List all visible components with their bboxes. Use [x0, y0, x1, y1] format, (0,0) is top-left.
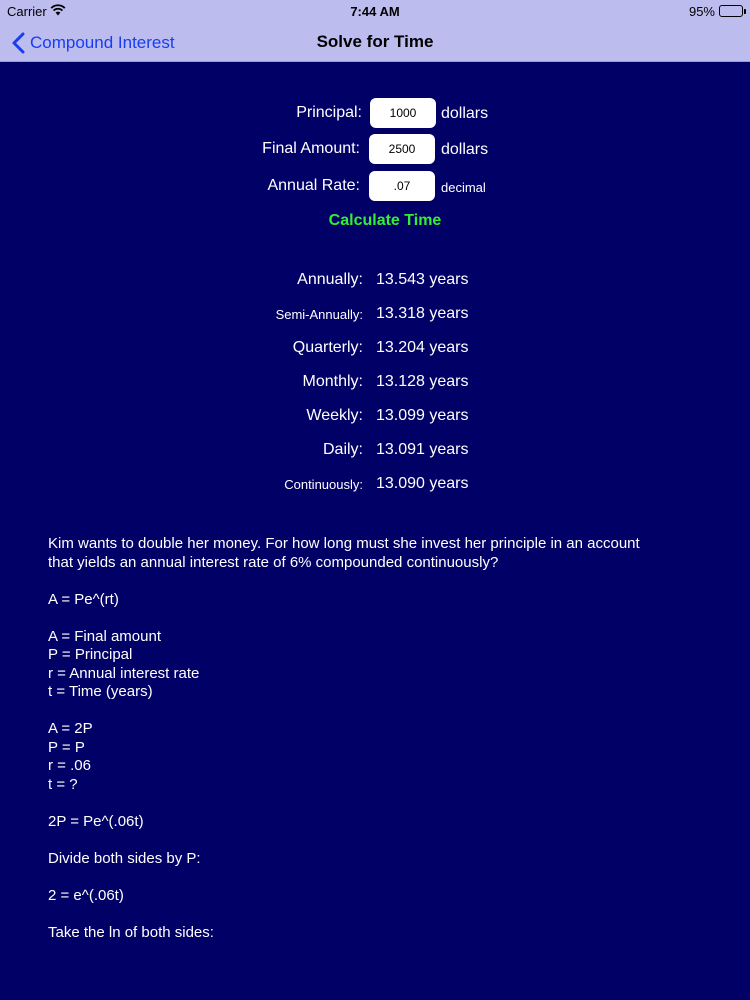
given-r: r = .06: [48, 757, 91, 774]
result-label-daily: Daily:: [322, 441, 363, 458]
result-value-semi-annually: 13.318 years: [376, 305, 469, 322]
explanation-text: [48, 535, 718, 942]
final-amount-input[interactable]: [369, 134, 435, 164]
given-p: P = P: [48, 738, 85, 756]
carrier-label: Carrier: [7, 4, 47, 19]
given-t: t = ?: [48, 775, 78, 793]
final-amount-label: Final Amount:: [262, 140, 360, 157]
result-value-daily: 13.091 years: [376, 441, 469, 458]
given-a: A = 2P: [48, 720, 93, 737]
definition-p: P = Principal: [48, 646, 133, 663]
principal-input[interactable]: [370, 98, 436, 128]
result-value-weekly: 13.099 years: [376, 407, 469, 424]
result-label-semi-annually: Semi-Annually:: [275, 307, 363, 322]
calculate-time-button[interactable]: Calculate Time: [328, 212, 442, 229]
definition-r: r = Annual interest rate: [48, 664, 200, 682]
result-label-weekly: Weekly:: [306, 407, 363, 424]
definition-a: A = Final amount: [48, 627, 161, 645]
principal-label: Principal:: [296, 104, 362, 121]
result-label-quarterly: Quarterly:: [292, 339, 363, 356]
page-title: Solve for Time: [316, 32, 434, 51]
result-label-annually: Annually:: [297, 271, 363, 288]
result-value-quarterly: 13.204 years: [376, 339, 469, 356]
annual-rate-unit: decimal: [441, 180, 486, 195]
problem-line-1: Kim wants to double her money. For how long must she invest her principle in an account: [48, 535, 640, 552]
result-label-continuously: Continuously:: [284, 477, 363, 492]
status-bar: [0, 0, 750, 22]
annual-rate-input[interactable]: [369, 171, 435, 201]
battery-percent: 95%: [688, 4, 715, 19]
result-value-monthly: 13.128 years: [376, 373, 469, 390]
battery-icon: [719, 5, 743, 17]
principal-unit: dollars: [441, 105, 489, 122]
back-button-label: Compound Interest: [30, 33, 175, 52]
navigation-bar: [0, 22, 750, 62]
result-label-monthly: Monthly:: [302, 373, 363, 390]
substituted-equation: 2P = Pe^(.06t): [48, 812, 144, 830]
divided-equation: 2 = e^(.06t): [48, 886, 124, 904]
final-amount-unit: dollars: [441, 141, 489, 158]
top-bar: [0, 0, 750, 62]
problem-line-2: that yields an annual interest rate of 6% compounded continuously?: [48, 553, 499, 571]
step-ln: Take the ln of both sides:: [48, 923, 214, 941]
step-divide: Divide both sides by P:: [48, 849, 201, 867]
formula-line: A = Pe^(rt): [48, 590, 119, 608]
annual-rate-label: Annual Rate:: [267, 177, 360, 194]
clock: 7:44 AM: [350, 4, 400, 19]
result-value-annually: 13.543 years: [376, 271, 469, 288]
result-value-continuously: 13.090 years: [376, 475, 469, 492]
definition-t: t = Time (years): [48, 683, 153, 700]
